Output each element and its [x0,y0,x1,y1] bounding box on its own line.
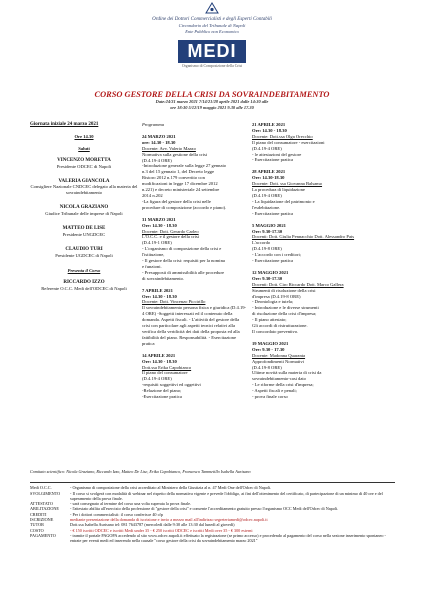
session-topic: (D.4.19-8 ORE) [252,246,282,252]
medi-logo: MEDI [178,40,246,63]
session-topic: (D.4.19-4 ORE) [142,376,172,382]
session-topic: (D.4.19-1 ORE) [142,240,172,246]
session-topic: - Il piano attestato; [252,317,287,323]
info-row [30,491,395,502]
session-teacher: Docente: Dott.ssa Olga Orecchio [252,133,313,139]
session-topic: l'istituzione, [142,252,165,258]
session-topic: Gli accordi di ristrutturazione. [252,323,308,329]
program-column-2 [252,122,357,400]
session-topic: - Il gestore della crisi: requisiti per la nomina [142,258,225,264]
info-value: - tramite il portale PAGOPA accedendo al sito www.odcec.napoli.it effettuato la registrazione (se primo accesso) e procedendo al pagamento del corso nella sezione inserimento spontaneo - entrate per eventi medi ed inserendo nella causale "corso gestore della crisi da sovraindebitamento marzo 2021" [70,532,386,544]
opening-day-column [30,122,138,291]
scientific-committee: Comitato scientifico: Nicola Graziano, Riccardo Izzo, Matteo De Lise, Erika Capobianco, Francesco Tammetillo Isabella Aurisano [30,469,251,474]
session-topic: n.221) e decreto ministeriale 24 settembre [142,187,220,193]
session-topic: Strumenti di risoluzione della crisi [252,287,316,293]
session-topic: -La figura del gestore della crisi nelle [142,198,211,204]
course-info-footer [30,469,395,544]
opening-time: Ore 14.30 [74,133,94,139]
session-topic: Il concordato preventivo. [252,329,299,334]
order-emblem-icon [205,2,219,14]
session-teacher: Docente: Dott. Vincenzo Piccirillo [142,299,206,305]
speaker-role: Presidente UNGDCEC [62,231,106,237]
speaker-role: Giudice Tribunale delle imprese di Napoli [45,211,123,217]
session-topic: - La liquidazione del patrimonio e [252,198,315,204]
info-label: ISCRIZIONE [30,517,54,523]
presenter-heading: Presenta il Corso [67,267,101,273]
session-time: ore: 14.30 - 18.30 [142,139,176,145]
session-date: 21 APRILE 2021 [252,122,286,127]
session-teacher: Docente: Avv. Valerio Maazo [142,145,196,151]
presenter-role: Referente O.C.C. Medi dell'ODCEC di Napoli [41,285,127,291]
session-topic: - L'organismo di composizione della crisi e [142,246,222,252]
speaker-role: Consigliere Nazionale CNDCEC delegato alla materia del sovraindebitamento [30,184,138,196]
session-topic: n.3 del 15 gennaio 1, del Decreto legge [142,169,215,175]
session-topic: -Relazione del piano; [142,388,182,394]
session-topic: (D.4.19-4 ORE) [252,192,282,198]
session-teacher: Docenti: Dott. Ciro Riccardo Dott. Marco Gallera [252,281,344,287]
speaker-name: MATTEO DE LISE [62,226,106,232]
session-topic: procedure di composizione (accordo e piano). [142,204,227,210]
session-topic: e funzioni. [142,263,162,269]
session-topic: - Introduzione e le diverse strumenti [252,305,319,311]
session-time: Ore: 14.30 - 18.30 [142,293,177,299]
session-topic: di sovraindebitamento. [142,275,185,281]
session-topic: sovraindebitamento-casi dato [252,376,306,382]
info-label: SVOLGIMENTO [30,490,61,496]
session-topic: -Introduzione generale sulla legge 27 gennaio [142,163,227,169]
org-name-line2: Circondario del Tribunale di Napoli [178,23,246,28]
speaker-name: VALERIA GIANCOLA [58,178,110,184]
session-topic: - Le riforme della crisi d'impresa; [252,382,314,388]
session-teacher: Docente: Dott. Gerardo Carleo [142,228,199,234]
session-topic: (D.4.19-4 ORE) [252,145,282,151]
info-label: CREDITI [30,511,47,517]
session-topic: - Deontologia e tutela; [252,299,294,305]
session-time: Ore: 14.30-18.30 [252,175,285,181]
session-topic: di risoluzione della crisi d'impresa; [252,311,317,317]
info-value: - l'attestato abilita all'esercizio della professione di "gestore della crisi" e consente l'accreditamento gratuito presso l'organismo OCC Medi dell'Odcec di Napoli. [70,506,339,512]
speaker-name: VINCENZO MORETTA [57,157,111,163]
info-value: - € 150 iscritti ODCEC e iscritti Medi under 35 - € 250 iscritti ODCEC e iscritti Medi over 35 - € 300 esterni [70,527,253,533]
session-topic: Ultime novità sulla materia di crisi da [252,370,322,376]
program-label: Programma [142,122,165,127]
session-topic: - Esercitazione pratica [252,157,294,163]
info-value: - Organismo di composizione della crisi accreditato al Ministero della Giustizia al n. 47 Medi One dell'Odcec di Napoli. [70,485,272,491]
session-topic: Il piano del consumatore [142,370,188,376]
info-value: Dott.ssa Isabella Aurisano tel: 081 7643787 (mercoledì dalle 9:30 alle 13:30 dal lunedì al giovedì) [70,522,235,528]
session-topic: l'esdebitazione. [252,204,281,210]
session-time: Ore: 14.30 - 18.30 [252,127,287,133]
session-topic: 2014 n.202 [142,192,163,198]
session-topic: - prova finale corso [252,394,288,400]
program-column-1 [142,122,247,400]
session-topic: - Presupposti di ammissibilità alle procedure [142,269,225,275]
session-topic: d'impresa (D.4.19-8 ORE) [252,293,301,299]
session-topic: Approfondimenti Normativi [252,358,304,364]
session-topic: Il piano del consumatore - esercitazioni [252,139,325,145]
session-topic: Ristoro 2012 n.179 convertito con [142,175,205,181]
session-topic: Normativa sulla gestione della crisi [142,151,208,157]
speaker-name: CLAUDIO TURI [65,246,103,252]
opening-day-heading: Giornata iniziale 24 marzo 2021 [30,122,99,127]
info-label: ATTESTATO [30,501,53,507]
session-teacher: Docente: Dott. ssa Giovanna Balsamo [252,181,323,187]
session-date: 24 MARZO 2021 [142,133,176,139]
medi-logo-subtitle: Organismo di Composizione della Crisi [181,64,243,68]
org-name-line1: Ordine dei Dottori Commercialisti e degli Esperti Contabili [152,17,272,22]
session-topic: Il sovraindebitamento persona fisica e giuridica (D.4.19-4 ORE) -Soggetti interessati ed il contenuto della domanda. Aspetti fiscali. - L'attività del gestore della crisi con particolare agli aspetti tecnici relativi alla verifica della veridicità dei dati della proposta ed alla fattibilità del piano. Responsabilità. - Esercitazione pratica [142,305,247,346]
session-time: Ore: 14.30 - 18.30 [142,222,177,228]
session-topic: - le attestazioni del gestore [252,151,302,157]
session-date: 31 MARZO 2021 [142,216,176,222]
footer-divider [30,482,395,483]
session-topic: - L'accordo con i creditori; [252,252,302,258]
session-topic: (D.4.19-4 ORE) [142,157,172,163]
session-time: Ore: 9.30 - 17.30 [252,346,285,352]
session-topic: - Aspetti fiscali e penali; [252,388,297,394]
session-topic: - Esercitazione pratica [252,258,294,264]
info-label: Medi O.C.C. [30,485,52,491]
greetings-heading: Saluti [78,145,90,151]
presenter-name: RICCARDO IZZO [63,279,105,285]
session-time: Ore: 9.30-17.30 [252,228,283,234]
info-value: - Per i dottori commercialisti: il corso conferisce 40 cfp [70,511,163,517]
info-label: PAGAMENTO [30,532,56,538]
session-topic: L'O.C.C. e il gestore della crisi [142,234,199,240]
session-topic: (D.4.19-8 ORE) [252,364,282,370]
info-label: TUTOR [30,522,44,528]
course-dates-line1: Date:24/31 marzo 2021 7/14/21/28 aprile 2021 dalle 14:30 alle [155,99,269,104]
session-topic: -Esercitazione pratica [142,394,182,400]
session-date: 28 APRILE 2021 [252,169,286,175]
session-date: 5 MAGGIO 2021 [252,222,286,228]
org-name-line3: Ente Pubblico non Economico [185,29,239,34]
info-value: - Il corso si svolgerà con modalità di webinar nel rispetto della normativa vigente e prevede l'obbligo, ai fini dell'ottenimento del certificato, di partecipazione di un minimo di 40 ore e del superamento della prova finale. [70,490,383,501]
session-topic: La procedura di liquidazione [252,187,305,193]
course-dates-line2: ore 18:30 5/12/19 maggio 2021 9.30 alle 17.30 [170,105,254,110]
info-row [30,533,395,544]
speaker-name: NICOLA GRAZIANO [59,205,109,211]
info-value: - sarà consegnato al termine del corso una volta superata la prova finale. [70,501,192,507]
session-topic: L'accordo [252,240,271,246]
speaker-role: Presidente ODCEC di Napoli [56,163,112,169]
session-teacher: Docente: Madonna Quaranta [252,352,306,358]
session-topic: modificazioni in legge 17 dicembre 2012 [142,181,218,187]
session-date: 12 MAGGIO 2021 [252,269,289,275]
session-topic: -requisiti soggettivi ed oggettivi [142,382,201,388]
session-date: 14 APRILE 2021 [142,352,176,358]
session-time: Ore: 9.30-17.30 [252,275,283,281]
session-time: Ore: 14.30 - 18.30 [142,358,177,364]
info-value[interactable]: mediante presentazione della domanda di iscrizione e invio a mezzo mail all'indirizzo segreteriamedi@odcec.napoli.it [70,517,268,523]
session-teacher: Docenti: Dott. Giulia Pennacchio Dott. Alessandro Pais [252,234,355,240]
session-teacher: Dott.ssa Erika Capobianco [142,364,192,370]
info-label: COSTO [30,527,44,533]
speaker-role: Presidente UGDCEC di Napoli [55,252,113,258]
info-label: ABILITAZIONE [30,506,59,512]
session-date: 7 APRILE 2021 [142,287,173,293]
course-title: CORSO GESTORE DELLA CRISI DA SOVRAINDEBITAMENTO [94,90,330,99]
session-date: 19 MAGGIO 2021 [252,340,289,346]
session-topic: - Esercitazione pratica [252,210,294,216]
